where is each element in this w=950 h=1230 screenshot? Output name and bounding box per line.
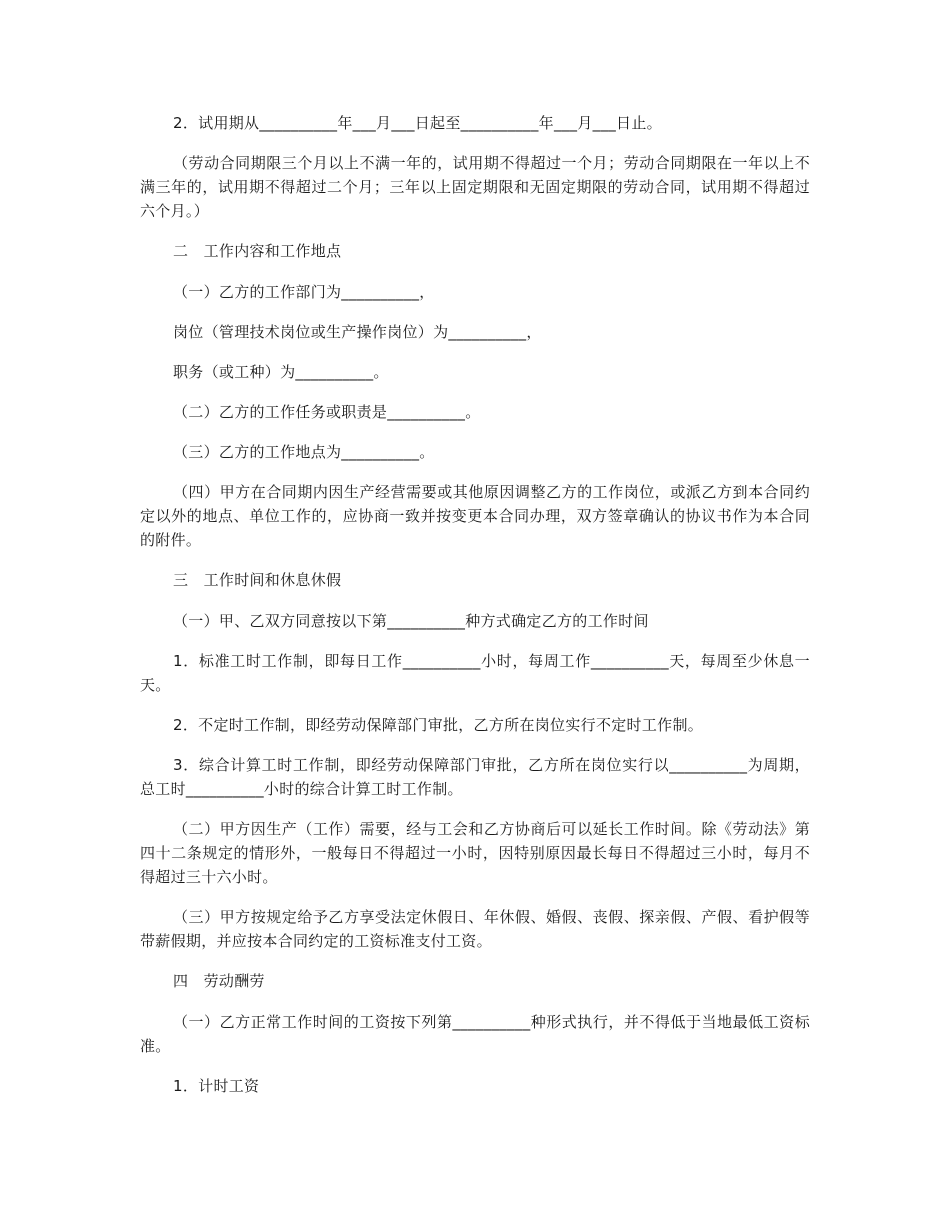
work-hours-method-clause: （一）甲、乙双方同意按以下第__________种方式确定乙方的工作时间: [173, 612, 649, 630]
overtime-clause: （二）甲方因生产（工作）需要，经与工会和乙方协商后可以延长工作时间。除《劳动法》第四十二条规定的情形外，一般每日不得超过一小时，因特别原因最长每日不得超过三小时，每月不得超过三十六小时。: [140, 820, 810, 886]
position-adjustment-clause: （四）甲方在合同期内因生产经营需要或其他原因调整乙方的工作岗位，或派乙方到本合同约定以外的地点、单位工作的，应协商一致并按变更本合同办理，双方签章确认的协议书作为本合同的附件。: [140, 483, 810, 549]
standard-hours-clause: 1．标准工时工作制，即每日工作__________小时，每周工作__________天，每周至少休息一天。: [140, 652, 810, 694]
probation-limit-note: （劳动合同期限三个月以上不满一年的，试用期不得超过一个月；劳动合同期限在一年以上不满三年的，试用期不得超过二个月；三年以上固定期限和无固定期限的劳动合同，试用期不得超过六个月。）: [140, 154, 810, 220]
section-heading-work-hours: 三 工作时间和休息休假: [173, 571, 342, 589]
probation-period-clause: 2．试用期从__________年___月___日起至__________年___月___日止。: [173, 114, 662, 132]
document-page: [140, 111, 810, 1114]
comprehensive-hours-clause: 3．综合计算工时工作制，即经劳动保障部门审批，乙方所在岗位实行以__________为周期，总工时__________小时的综合计算工时工作制。: [140, 756, 810, 798]
paid-leave-clause: （三）甲方按规定给予乙方享受法定休假日、年休假、婚假、丧假、探亲假、产假、看护假等带薪假期，并应按本合同约定的工资标准支付工资。: [140, 908, 810, 950]
work-department-clause: （一）乙方的工作部门为__________，: [173, 283, 435, 301]
hourly-wage-item: 1．计时工资: [173, 1077, 260, 1095]
duties-clause: （二）乙方的工作任务或职责是__________。: [173, 403, 481, 421]
job-title-clause: 职务（或工种）为__________。: [173, 363, 389, 381]
section-heading-work-content: 二 工作内容和工作地点: [173, 242, 342, 260]
position-clause: 岗位（管理技术岗位或生产操作岗位）为__________，: [173, 323, 542, 341]
flexible-hours-clause: 2．不定时工作制，即经劳动保障部门审批，乙方所在岗位实行不定时工作制。: [173, 716, 704, 734]
wage-form-clause: （一）乙方正常工作时间的工资按下列第__________种形式执行，并不得低于当地最低工资标准。: [140, 1013, 810, 1055]
section-heading-remuneration: 四 劳动酬劳: [173, 972, 265, 990]
work-location-clause: （三）乙方的工作地点为__________。: [173, 443, 435, 461]
